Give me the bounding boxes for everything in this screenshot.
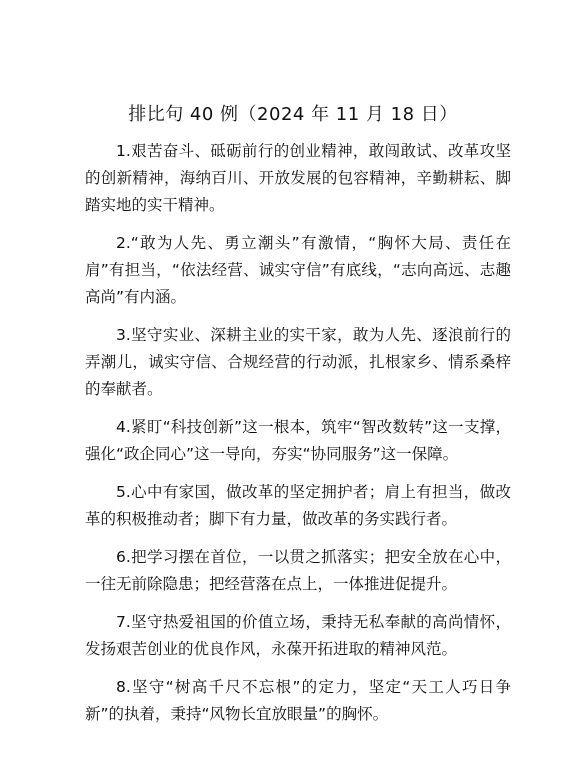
paragraph-1: 1.艰苦奋斗、砥砺前行的创业精神，敢闯敢试、改革攻坚的创新精神，海纳百川、开放发展的包容精神，辛勤耕耘、脚踏实地的实干精神。 [85, 142, 511, 214]
paragraph-7: 7.坚守热爱祖国的价值立场，秉持无私奉献的高尚情怀，发扬艰苦创业的优良作风，永葆开拓进取的精神风范。 [85, 613, 511, 658]
document-body [85, 138, 511, 739]
document-title: 排比句 40 例（2024 年 11 月 18 日） [128, 104, 458, 125]
paragraph-6: 6.把学习摆在首位，一以贯之抓落实；把安全放在心中，一往无前除隐患；把经营落在点上，一体推进促提升。 [85, 548, 511, 593]
paragraph-3: 3.坚守实业、深耕主业的实干家，敢为人先、逐浪前行的弄潮儿，诚实守信、合规经营的行动派，扎根家乡、情系桑梓的奉献者。 [85, 326, 511, 398]
paragraph-5: 5.心中有家国，做改革的坚定拥护者；肩上有担当，做改革的积极推动者；脚下有力量，做改革的务实践行者。 [85, 483, 511, 528]
paragraph-2: 2.“敢为人先、勇立潮头”有激情，“胸怀大局、责任在肩”有担当，“依法经营、诚实守信”有底线，“志向高远、志趣高尚”有内涵。 [85, 234, 511, 306]
paragraph-8: 8.坚守“树高千尺不忘根”的定力，坚定“天工人巧日争新”的执着，秉持“风物长宜放眼量”的胸怀。 [85, 678, 511, 723]
paragraph-4: 4.紧盯“科技创新”这一根本，筑牢“智改数转”这一支撑，强化“政企同心”这一导向，夯实“协同服务”这一保障。 [85, 418, 511, 463]
